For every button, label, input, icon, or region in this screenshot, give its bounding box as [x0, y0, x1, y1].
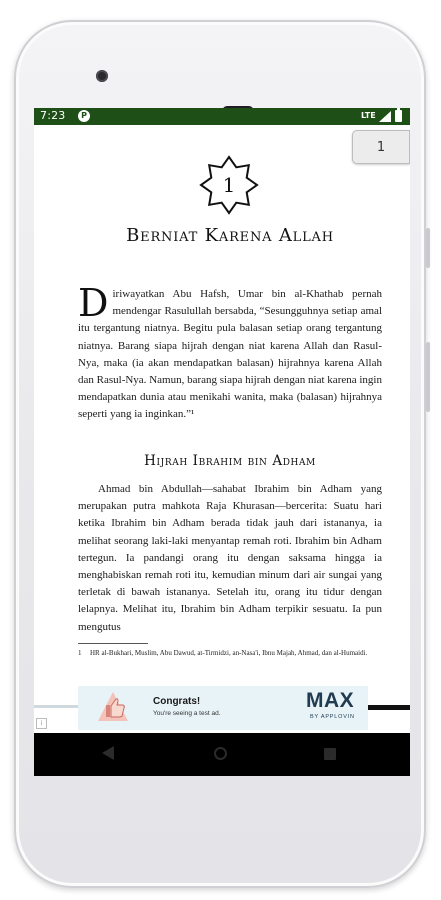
recents-icon[interactable]	[324, 748, 336, 760]
ad-info-icon[interactable]: i	[36, 718, 47, 729]
back-icon[interactable]	[102, 746, 114, 760]
chapter-paragraph	[78, 281, 382, 424]
power-button	[426, 228, 430, 268]
max-logo: MAX	[306, 689, 355, 712]
footnote-text: HR al-Bukhari, Muslim, Abu Dawud, at-Tirmidzi, an-Nasa'i, Ibnu Majah, Ahmad, dan al-Humaidi.	[90, 649, 368, 657]
ad-divider-left	[34, 705, 78, 708]
battery-icon	[395, 110, 402, 122]
section-paragraph: Ahmad bin Abdullah—sahabat Ibrahim bin Adham yang merupakan putra mahkota Raja Khurasan—bercerita: Suatu hari ketika Ibrahim bin Adham berada tidak jauh dari istananya, ia melihat seorang laki-laki menyantap remah roti. Ibrahim bin Adham tertegun. Ia pandangi orang itu dengan saksama hingga ia menghabiskan remah roti itu, kemudian minum dari air sungai yang terletak di bawah istananya. Setelah itu, orang itu tidur dengan lelapnya. Melihat itu, Ibrahim bin Adham terpikir sesuatu. Ia pun mengutus	[78, 483, 382, 633]
ad-title: Congrats!	[153, 696, 201, 707]
chapter-title: Berniat Karena Allah	[126, 225, 334, 246]
app-notification-icon: P	[78, 110, 90, 122]
ad-divider-right	[368, 705, 410, 710]
volume-button	[426, 342, 430, 412]
home-icon[interactable]	[214, 747, 227, 760]
footnote-divider	[78, 643, 148, 644]
footnote	[78, 648, 388, 659]
section-title: Hijrah Ibrahim bin Adham	[144, 453, 316, 469]
applovin-label: BY APPLOVIN	[310, 714, 355, 720]
chapter-number: 1	[222, 173, 236, 197]
page-number-badge[interactable]: 1	[352, 130, 410, 164]
signal-icon	[379, 111, 391, 122]
drop-cap: D	[78, 281, 109, 325]
ad-subtitle: You're seeing a test ad.	[153, 710, 221, 717]
android-nav-bar	[34, 733, 410, 776]
front-camera	[96, 70, 108, 82]
network-type: LTE	[361, 111, 376, 120]
phone-screen	[34, 108, 410, 776]
thumbs-up-icon	[96, 690, 130, 724]
status-bar	[34, 108, 410, 125]
paragraph-text: iriwayatkan Abu Hafsh, Umar bin al-Khathab pernah mendengar Rasulullah bersabda, “Sesungguhnya setiap amal itu tergantung niatnya. Begitu pula balasan setiap orang tergantung niatnya. Barang siapa hijrah dengan niat karena Allah dan Rasul-Nya, maka (ia akan mendapatkan balasan) hijrahnya karena Allah dan Rasul-Nya. Namun, barang siapa hijrah dengan niat karena ingin mendapatkan dunia atau menikahi wanita, maka (balasan) hijrahnya seperti yang ia inginkan.”¹	[78, 288, 382, 421]
test-ad-banner[interactable]	[78, 686, 368, 730]
status-time: 7:23	[40, 109, 66, 122]
footnote-number: 1	[78, 649, 82, 657]
